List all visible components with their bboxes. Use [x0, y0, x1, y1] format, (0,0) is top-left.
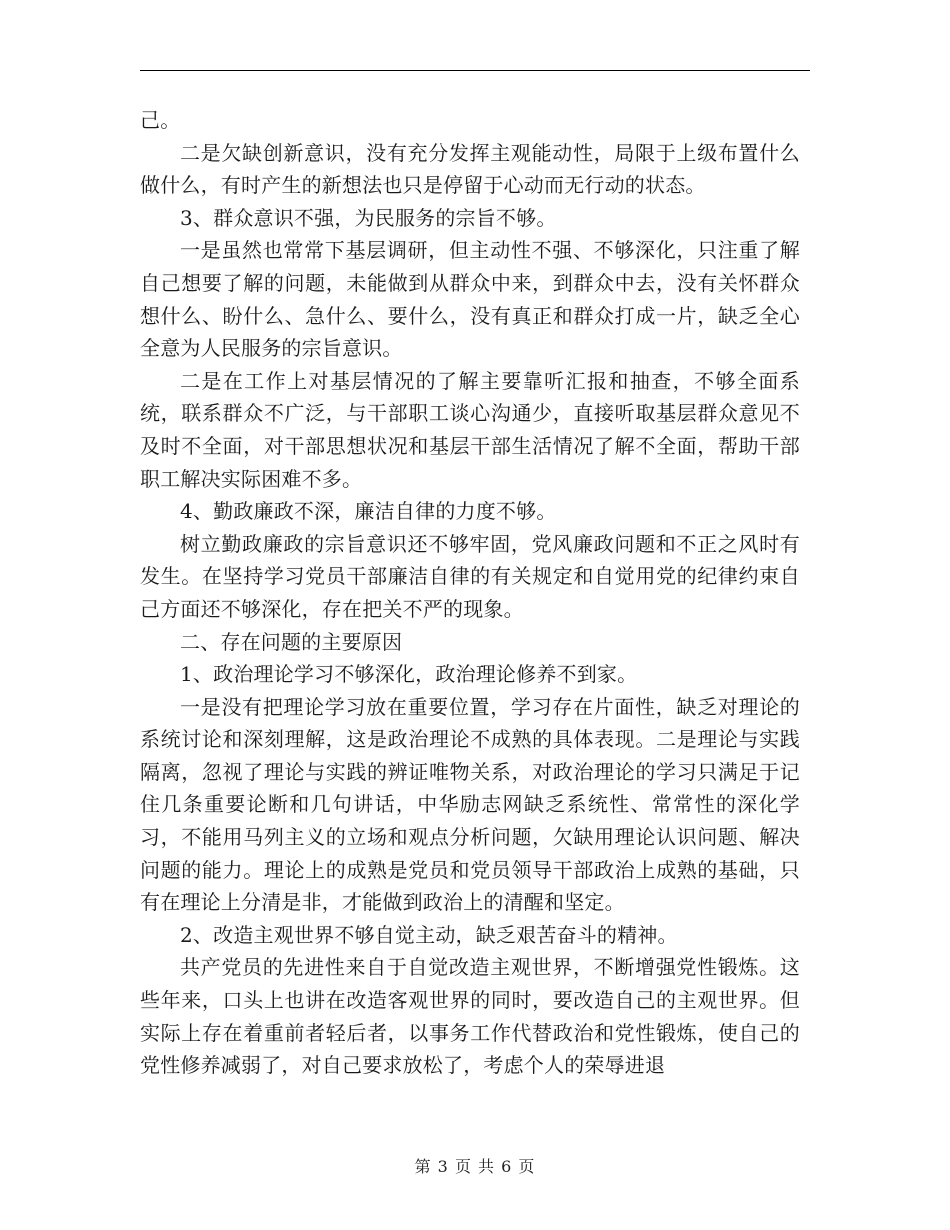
section-heading: 3、群众意识不强，为民服务的宗旨不够。 — [180, 205, 557, 230]
paragraph: 共产党员的先进性来自于自觉改造主观世界，不断增强党性锻炼。这些年来，口头上也讲在改造客观世界的同时，要改造自己的主观世界。但实际上存在着重前者轻后者，以事务工作代替政治和党性锻炼，使自己的党性修养减弱了，对自己要求放松了，考虑个人的荣辱进退 — [140, 955, 800, 1078]
header-rule — [140, 70, 810, 71]
paragraph: 二是欠缺创新意识，没有充分发挥主观能动性，局限于上级布置什么做什么，有时产生的新想法也只是停留于心动而无行动的状态。 — [140, 140, 800, 198]
paragraph: 一是虽然也常常下基层调研，但主动性不强、不够深化，只注重了解自己想要了解的问题，未能做到从群众中来，到群众中去，没有关怀群众想什么、盼什么、急什么、要什么，没有真正和群众打成一片，缺乏全心全意为人民服务的宗旨意识。 — [140, 238, 800, 361]
document-body — [140, 104, 800, 1082]
paragraph: 树立勤政廉政的宗旨意识还不够牢固，党风廉政问题和不正之风时有发生。在坚持学习党员干部廉洁自律的有关规定和自觉用党的纪律约束自己方面还不够深化，存在把关不严的现象。 — [140, 531, 800, 621]
section-heading: 2、改造主观世界不够自觉主动，缺乏艰苦奋斗的精神。 — [180, 922, 678, 947]
paragraph: 二是在工作上对基层情况的了解主要靠听汇报和抽查，不够全面系统，联系群众不广泛，与干部职工谈心沟通少，直接听取基层群众意见不及时不全面，对干部思想状况和基层干部生活情况了解不全面，帮助干部职工解决实际困难不多。 — [140, 368, 800, 491]
paragraph: 一是没有把理论学习放在重要位置，学习存在片面性，缺乏对理论的系统讨论和深刻理解，这是政治理论不成熟的具体表现。二是理论与实践隔离，忽视了理论与实践的辨证唯物关系，对政治理论的学习只满足于记住几条重要论断和几句讲话，中华励志网缺乏系统性、常常性的深化学习，不能用马列主义的立场和观点分析问题，欠缺用理论认识问题、解决问题的能力。理论上的成熟是党员和党员领导干部政治上成熟的基础，只有在理论上分清是非，才能做到政治上的清醒和坚定。 — [140, 694, 800, 915]
section-heading: 4、勤政廉政不深，廉洁自律的力度不够。 — [180, 499, 557, 524]
section-heading: 1、政治理论学习不够深化，政治理论修养不到家。 — [180, 662, 638, 687]
page-number-footer: 第 3 页 共 6 页 — [414, 1157, 536, 1176]
chapter-heading: 二、存在问题的主要原因 — [180, 629, 403, 654]
paragraph: 己。 — [140, 108, 181, 132]
